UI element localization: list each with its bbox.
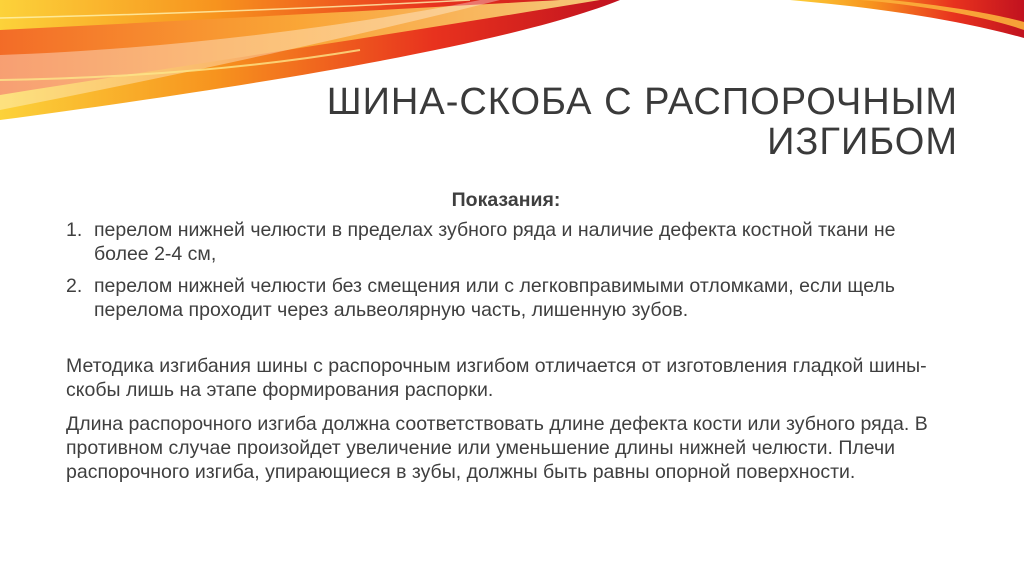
- slide-title-line-1: ШИНА-СКОБА С РАСПОРОЧНЫМ: [326, 81, 958, 123]
- list-item-number: 2.: [66, 275, 83, 297]
- list-item: [66, 218, 946, 266]
- slide-title-line-2: ИЗГИБОМ: [767, 121, 958, 163]
- list-item-text: перелом нижней челюсти без смещения или с легковправимыми отломками, если щель перелома проходит через альвеолярную часть, лишенную зубов.: [94, 275, 895, 321]
- slide-body: [66, 188, 946, 484]
- method-paragraph: Методика изгибания шины с распорочным изгибом отличается от изготовления гладкой шины-скобы лишь на этапе формирования распорки.: [66, 355, 927, 401]
- length-paragraph: Длина распорочного изгиба должна соответствовать длине дефекта кости или зубного ряда. В противном случае произойдет увеличение или уменьшение длины нижней челюсти. Плечи распорочного изгиба, упирающиеся в зубы, должны быть равны опорной поверхности.: [66, 413, 928, 483]
- list-item: [66, 274, 946, 322]
- list-item-number: 1.: [66, 219, 83, 241]
- indications-list: [66, 218, 946, 322]
- slide-title: [258, 82, 958, 162]
- list-item-text: перелом нижней челюсти в пределах зубного ряда и наличие дефекта костной ткани не более 2-4 см,: [94, 219, 896, 265]
- indications-heading: Показания:: [451, 189, 561, 211]
